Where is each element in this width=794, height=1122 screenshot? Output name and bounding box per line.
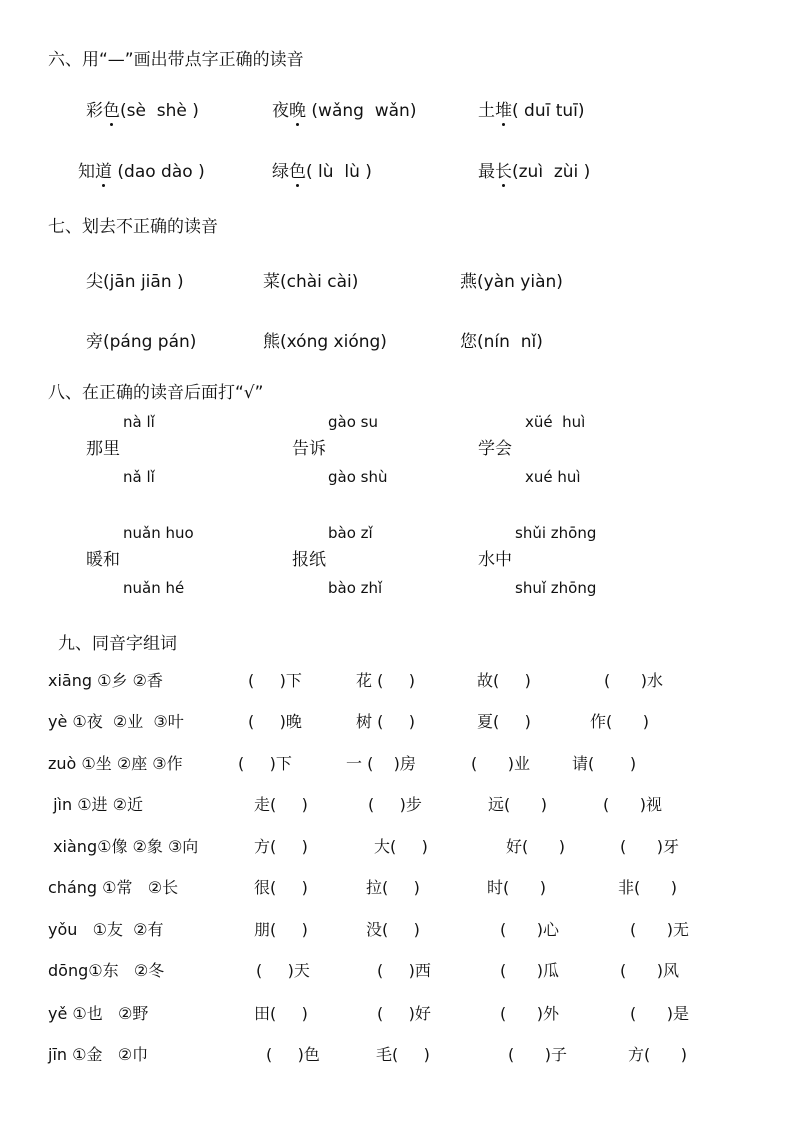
s9-cell: 花 ( ) — [356, 671, 416, 690]
s8-pinyin-top: shǔi zhōng — [515, 524, 597, 542]
s9-cell: 拉( ) — [366, 878, 420, 897]
s9-cell: ( )下 — [238, 754, 292, 773]
s7-item: 旁(páng pán) — [86, 332, 197, 352]
s6-item-3 — [478, 103, 585, 120]
s9-cell: ( )心 — [500, 920, 560, 939]
s8-pinyin-bottom: gào shù — [328, 468, 388, 486]
s7-item: 尖(jān jiān ) — [86, 272, 184, 292]
s9-lead: cháng ①常 ②长 — [48, 878, 179, 897]
s9-cell: 走( ) — [254, 795, 308, 814]
s6-char: 彩 — [86, 101, 103, 121]
s6-pinyin: (dao dào ) — [112, 162, 205, 182]
s9-cell: 非( ) — [618, 878, 678, 897]
s8-pinyin-top: gào su — [328, 413, 378, 431]
s9-cell: ( )步 — [368, 795, 422, 814]
s9-cell: ( )牙 — [620, 837, 680, 856]
s9-lead: zuò ①坐 ②座 ③作 — [48, 754, 183, 773]
s9-cell: 时( ) — [487, 878, 547, 897]
s9-cell: ( )天 — [256, 961, 310, 980]
s7-item: 熊(xóng xióng) — [263, 332, 387, 352]
s9-cell: ( )晚 — [248, 712, 302, 731]
s9-cell: 没( ) — [366, 920, 420, 939]
s6-dotted-char: 堆 — [495, 101, 512, 121]
s9-cell: ( )无 — [630, 920, 690, 939]
s9-lead: xiāng ①乡 ②香 — [48, 671, 163, 690]
s9-lead: yǒu ①友 ②有 — [48, 920, 164, 939]
s9-cell: 作( ) — [590, 712, 650, 731]
s8-word: 暖和 — [86, 550, 120, 570]
s9-cell: ( )外 — [500, 1004, 560, 1023]
s9-cell: 好( ) — [506, 837, 566, 856]
s9-cell: 毛( ) — [376, 1045, 430, 1064]
s8-word: 告诉 — [292, 439, 326, 459]
s6-item-4 — [78, 164, 205, 181]
s8-word: 水中 — [478, 550, 512, 570]
s9-cell: 田( ) — [254, 1004, 308, 1023]
s6-char: 土 — [478, 101, 495, 121]
s9-lead: yě ①也 ②野 — [48, 1004, 149, 1023]
s6-dotted-char: 长 — [495, 162, 512, 182]
s9-cell: ( )业 — [471, 754, 531, 773]
s8-word: 学会 — [478, 439, 512, 459]
s8-word: 那里 — [86, 439, 120, 459]
s9-lead: dōng①东 ②冬 — [48, 961, 165, 980]
s9-cell: ( )视 — [603, 795, 663, 814]
s8-word: 报纸 — [292, 550, 326, 570]
s6-pinyin: ( lù lù ) — [306, 162, 372, 182]
s9-lead: yè ①夜 ②业 ③叶 — [48, 712, 184, 731]
s9-cell: 远( ) — [488, 795, 548, 814]
s6-pinyin: ( duī tuī) — [512, 101, 585, 121]
s9-lead: jīn ①金 ②巾 — [48, 1045, 149, 1064]
s9-cell: ( )瓜 — [500, 961, 560, 980]
section-7-title: 七、划去不正确的读音 — [48, 217, 218, 237]
s9-lead: xiàng①像 ②象 ③向 — [48, 837, 199, 856]
s9-cell: 夏( ) — [477, 712, 531, 731]
s8-pinyin-bottom: xué huì — [525, 468, 581, 486]
s9-cell: 故( ) — [477, 671, 531, 690]
s9-cell: ( )下 — [248, 671, 302, 690]
s7-item: 您(nín nǐ) — [460, 332, 543, 352]
s9-lead: jìn ①进 ②近 — [48, 795, 143, 814]
s8-pinyin-bottom: bào zhǐ — [328, 579, 383, 597]
section-9-title: 九、同音字组词 — [58, 634, 177, 654]
s6-item-2 — [272, 103, 416, 120]
s9-cell: 方( ) — [628, 1045, 688, 1064]
s6-char: 知 — [78, 162, 95, 182]
s6-char: 夜 — [272, 101, 289, 121]
s9-cell: ( )好 — [377, 1004, 431, 1023]
s7-item: 菜(chài cài) — [263, 272, 359, 292]
s6-dotted-char: 色 — [289, 162, 306, 182]
s9-cell: ( )水 — [604, 671, 664, 690]
s6-pinyin: (sè shè ) — [120, 101, 199, 121]
s9-cell: 树 ( ) — [356, 712, 416, 731]
s9-cell: 很( ) — [254, 878, 308, 897]
s9-cell: ( )色 — [266, 1045, 320, 1064]
s6-pinyin: (wǎng wǎn) — [306, 101, 417, 121]
s8-pinyin-top: xüé huì — [525, 413, 586, 431]
s9-cell: 大( ) — [374, 837, 428, 856]
s8-pinyin-top: nuǎn huo — [123, 524, 194, 542]
s9-cell: 请( ) — [572, 754, 637, 773]
section-6-title: 六、用“—”画出带点字正确的读音 — [48, 50, 304, 70]
s6-dotted-char: 色 — [103, 101, 120, 121]
s6-item-6 — [478, 164, 590, 181]
s9-cell: ( )风 — [620, 961, 680, 980]
s8-pinyin-bottom: shuǐ zhōng — [515, 579, 597, 597]
s6-char: 最 — [478, 162, 495, 182]
s9-cell: 方( ) — [254, 837, 308, 856]
s8-pinyin-top: bào zǐ — [328, 524, 373, 542]
s6-dotted-char: 晚 — [289, 101, 306, 121]
s9-cell: ( )子 — [508, 1045, 568, 1064]
s8-pinyin-top: nà lǐ — [123, 413, 155, 431]
s6-item-5 — [272, 164, 372, 181]
s6-item-1 — [86, 103, 199, 120]
section-8-title: 八、在正确的读音后面打“√” — [48, 383, 264, 403]
s8-pinyin-bottom: nuǎn hé — [123, 579, 185, 597]
s6-dotted-char: 道 — [95, 162, 112, 182]
s7-item: 燕(yàn yiàn) — [460, 272, 563, 292]
s9-cell: 一 ( )房 — [346, 754, 416, 773]
s9-cell: ( )西 — [377, 961, 431, 980]
s9-cell: 朋( ) — [254, 920, 308, 939]
s8-pinyin-bottom: nǎ lǐ — [123, 468, 155, 486]
s6-pinyin: (zuì zùi ) — [512, 162, 591, 182]
s9-cell: ( )是 — [630, 1004, 690, 1023]
s6-char: 绿 — [272, 162, 289, 182]
